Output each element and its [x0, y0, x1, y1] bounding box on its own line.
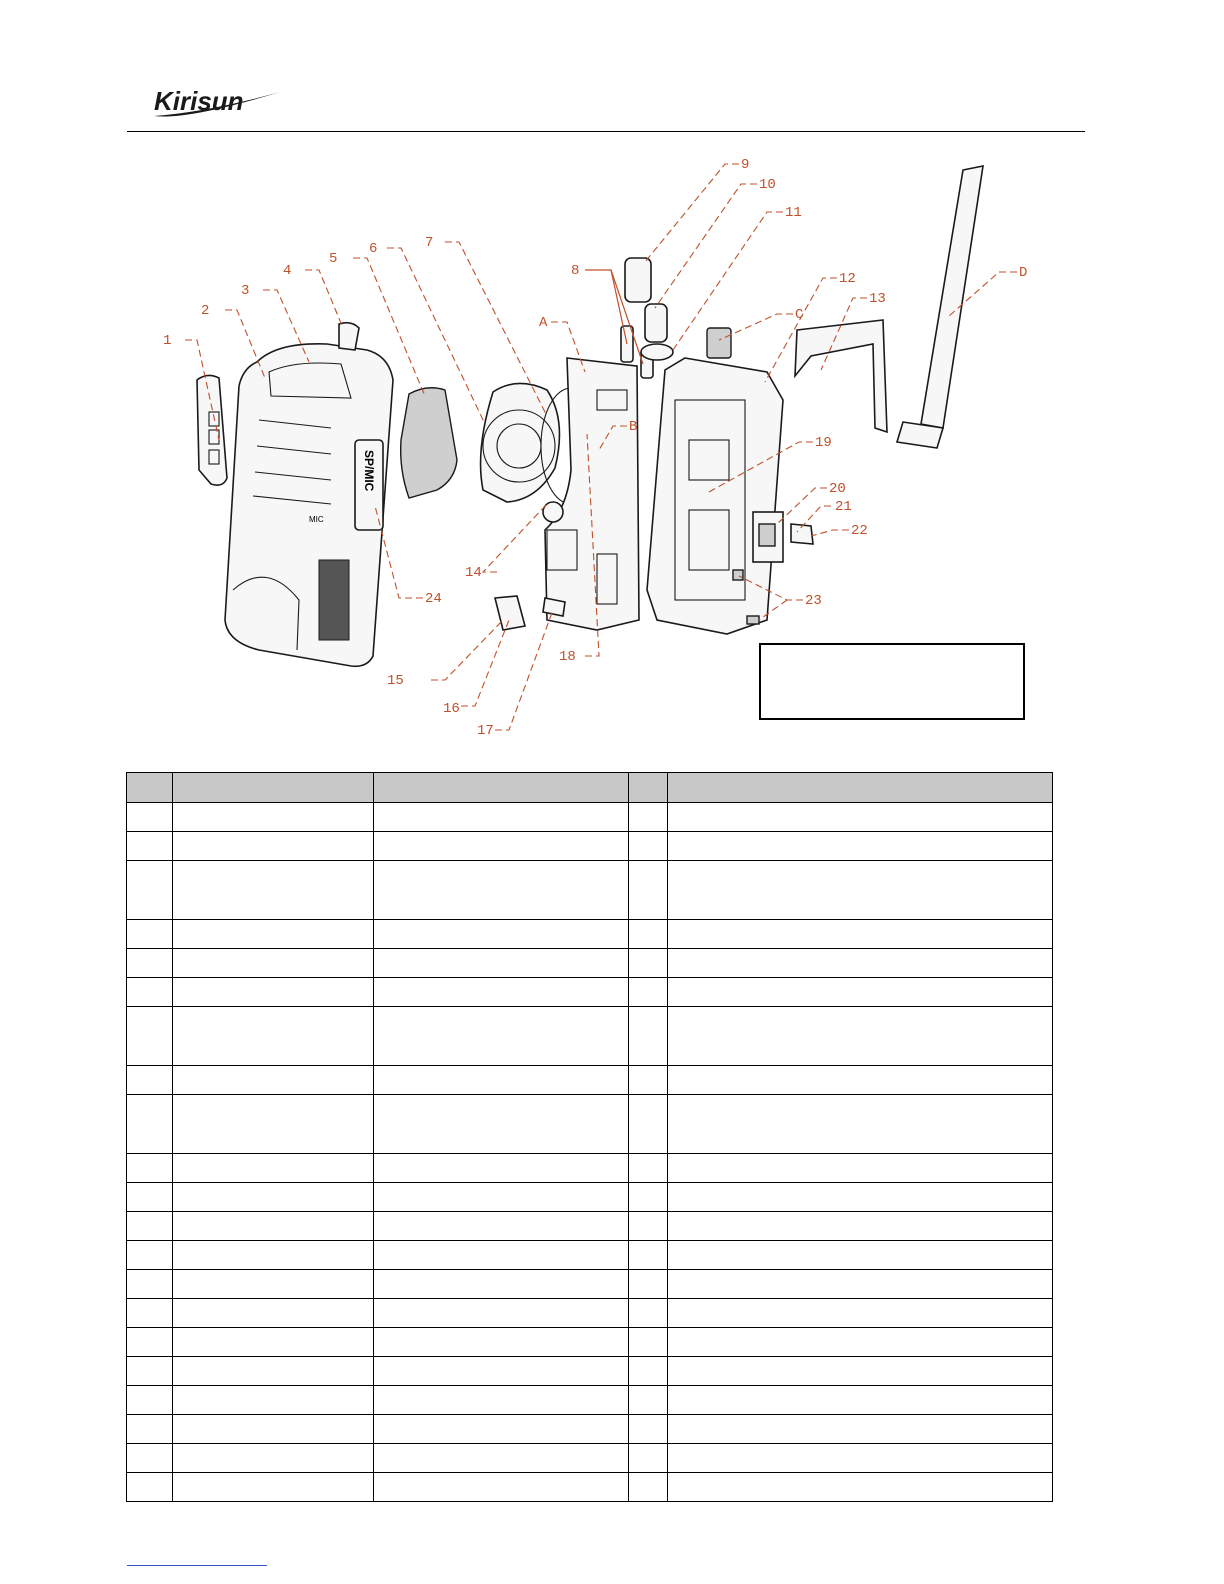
table-cell: [629, 1183, 668, 1212]
callout-12: 12: [839, 271, 856, 287]
table-cell: [127, 1007, 173, 1066]
parts-table-body: [127, 803, 1053, 1502]
table-cell: [173, 1270, 374, 1299]
callout-17: 17: [477, 723, 494, 739]
table-cell: [127, 861, 173, 920]
table-cell: [668, 1473, 1053, 1502]
table-cell: [668, 1007, 1053, 1066]
table-cell: [374, 920, 629, 949]
table-cell: [374, 1444, 629, 1473]
table-cell: [127, 1357, 173, 1386]
table-cell: [374, 978, 629, 1007]
callout-C: C: [795, 307, 804, 323]
callout-7: 7: [425, 235, 434, 251]
table-cell: [127, 803, 173, 832]
table-cell: [374, 1241, 629, 1270]
table-row: [127, 1007, 1053, 1066]
table-row: [127, 1328, 1053, 1357]
table-row: [127, 1270, 1053, 1299]
header-cell-no-2: [629, 773, 668, 803]
table-cell: [173, 1007, 374, 1066]
part-main-pcb: [543, 358, 639, 630]
table-row: [127, 949, 1053, 978]
table-cell: [629, 920, 668, 949]
table-row: [127, 1386, 1053, 1415]
table-cell: [374, 1212, 629, 1241]
callout-24: 24: [425, 591, 442, 607]
table-cell: [629, 1066, 668, 1095]
table-cell: [668, 1357, 1053, 1386]
part-accessory-jack: [753, 512, 813, 562]
callout-9: 9: [741, 157, 750, 173]
table-cell: [173, 1357, 374, 1386]
table-cell: [173, 1386, 374, 1415]
header-cell-description: [374, 773, 629, 803]
table-cell: [374, 1007, 629, 1066]
callout-19: 19: [815, 435, 832, 451]
table-cell: [127, 1473, 173, 1502]
part-battery-latch: [795, 320, 887, 432]
part-front-housing: [225, 323, 393, 667]
table-cell: [173, 832, 374, 861]
callout-A: A: [539, 315, 548, 331]
table-cell: [127, 1328, 173, 1357]
table-cell: [173, 1415, 374, 1444]
table-cell: [629, 803, 668, 832]
table-row: [127, 1241, 1053, 1270]
table-cell: [374, 1066, 629, 1095]
table-cell: [374, 1473, 629, 1502]
table-cell: [374, 1154, 629, 1183]
table-row: [127, 1095, 1053, 1154]
table-cell: [173, 949, 374, 978]
table-cell: [629, 1415, 668, 1444]
table-cell: [668, 949, 1053, 978]
table-cell: [629, 978, 668, 1007]
table-cell: [127, 1415, 173, 1444]
table-cell: [629, 1270, 668, 1299]
table-cell: [668, 1212, 1053, 1241]
table-row: [127, 1357, 1053, 1386]
table-cell: [668, 1154, 1053, 1183]
callout-18: 18: [559, 649, 576, 665]
part-knobs: [621, 258, 673, 378]
callout-21: 21: [835, 499, 852, 515]
table-row: [127, 1299, 1053, 1328]
table-row: [127, 1066, 1053, 1095]
table-cell: [173, 1183, 374, 1212]
table-cell: [374, 832, 629, 861]
callout-2: 2: [201, 303, 210, 319]
table-cell: [668, 1183, 1053, 1212]
part-speaker: [481, 383, 560, 502]
table-cell: [668, 1415, 1053, 1444]
callout-16: 16: [443, 701, 460, 717]
parts-table-header: [127, 773, 1053, 803]
table-cell: [127, 949, 173, 978]
callout-D: D: [1019, 265, 1028, 281]
table-cell: [668, 1095, 1053, 1154]
table-cell: [374, 1415, 629, 1444]
parts-table: [126, 772, 1053, 1502]
table-cell: [127, 978, 173, 1007]
table-cell: [374, 1270, 629, 1299]
table-cell: [374, 1299, 629, 1328]
table-cell: [629, 1386, 668, 1415]
table-cell: [629, 1299, 668, 1328]
table-cell: [127, 832, 173, 861]
table-cell: [173, 1154, 374, 1183]
table-cell: [127, 1183, 173, 1212]
table-cell: [374, 949, 629, 978]
table-cell: [374, 1183, 629, 1212]
table-cell: [127, 1066, 173, 1095]
callout-10: 10: [759, 177, 776, 193]
callout-1: 1: [163, 333, 172, 349]
spmic-label: SP/MIC: [362, 450, 376, 492]
table-row: [127, 1183, 1053, 1212]
callout-B: B: [629, 419, 638, 435]
table-cell: [668, 1299, 1053, 1328]
callout-6: 6: [369, 241, 378, 257]
table-cell: [629, 832, 668, 861]
table-row: [127, 978, 1053, 1007]
table-cell: [173, 1212, 374, 1241]
table-cell: [668, 803, 1053, 832]
table-cell: [629, 949, 668, 978]
callout-23: 23: [805, 593, 822, 609]
table-cell: [629, 1007, 668, 1066]
table-cell: [374, 1095, 629, 1154]
table-cell: [668, 978, 1053, 1007]
table-row: [127, 1473, 1053, 1502]
table-cell: [629, 1095, 668, 1154]
table-row: [127, 1212, 1053, 1241]
table-cell: [668, 1444, 1053, 1473]
table-cell: [173, 1095, 374, 1154]
callout-14: 14: [465, 565, 482, 581]
table-row: [127, 1154, 1053, 1183]
table-cell: [173, 1473, 374, 1502]
table-cell: [127, 1444, 173, 1473]
table-cell: [629, 1154, 668, 1183]
logo-text: Kirisun: [154, 86, 244, 116]
part-clips: [495, 596, 565, 630]
table-cell: [127, 1386, 173, 1415]
table-row: [127, 861, 1053, 920]
table-row: [127, 920, 1053, 949]
table-cell: [173, 920, 374, 949]
table-cell: [127, 1095, 173, 1154]
mic-label: MIC: [309, 515, 324, 524]
table-cell: [173, 803, 374, 832]
table-cell: [668, 861, 1053, 920]
header-cell-no: [127, 773, 173, 803]
table-cell: [173, 978, 374, 1007]
header-rule: [127, 131, 1085, 132]
table-row: [127, 1415, 1053, 1444]
table-cell: [374, 803, 629, 832]
table-cell: [374, 1386, 629, 1415]
table-cell: [668, 920, 1053, 949]
callout-20: 20: [829, 481, 846, 497]
table-row: [127, 1444, 1053, 1473]
part-speaker-mesh: [401, 388, 457, 498]
note-box: [759, 643, 1025, 720]
table-cell: [668, 1241, 1053, 1270]
callout-8: 8: [571, 263, 580, 279]
table-cell: [127, 1154, 173, 1183]
table-cell: [127, 920, 173, 949]
table-row: [127, 803, 1053, 832]
part-chassis: [647, 358, 783, 634]
table-cell: [668, 1328, 1053, 1357]
callout-5: 5: [329, 251, 338, 267]
table-cell: [173, 1066, 374, 1095]
table-cell: [127, 1241, 173, 1270]
table-cell: [173, 1299, 374, 1328]
table-cell: [668, 832, 1053, 861]
table-cell: [629, 1444, 668, 1473]
footer-link[interactable]: [127, 1565, 267, 1566]
callout-3: 3: [241, 283, 250, 299]
table-row: [127, 832, 1053, 861]
table-cell: [127, 1212, 173, 1241]
table-cell: [173, 1444, 374, 1473]
table-cell: [629, 1473, 668, 1502]
table-cell: [374, 1357, 629, 1386]
header-cell-description-2: [668, 773, 1053, 803]
part-antenna: [897, 166, 983, 448]
table-cell: [127, 1270, 173, 1299]
callout-22: 22: [851, 523, 868, 539]
table-cell: [668, 1386, 1053, 1415]
table-cell: [629, 1328, 668, 1357]
table-cell: [668, 1066, 1053, 1095]
table-cell: [173, 1328, 374, 1357]
table-cell: [374, 1328, 629, 1357]
kirisun-logo: [148, 86, 288, 122]
callout-15: 15: [387, 673, 404, 689]
table-cell: [173, 861, 374, 920]
table-cell: [374, 861, 629, 920]
callout-13: 13: [869, 291, 886, 307]
callout-4: 4: [283, 263, 292, 279]
table-cell: [629, 1357, 668, 1386]
table-cell: [127, 1299, 173, 1328]
callout-11: 11: [785, 205, 802, 221]
part-side-cover: [197, 375, 227, 485]
table-cell: [629, 861, 668, 920]
table-cell: [173, 1241, 374, 1270]
part-antenna-connector: [707, 328, 731, 358]
header-cell-part-no: [173, 773, 374, 803]
table-cell: [668, 1270, 1053, 1299]
table-cell: [629, 1212, 668, 1241]
table-cell: [629, 1241, 668, 1270]
